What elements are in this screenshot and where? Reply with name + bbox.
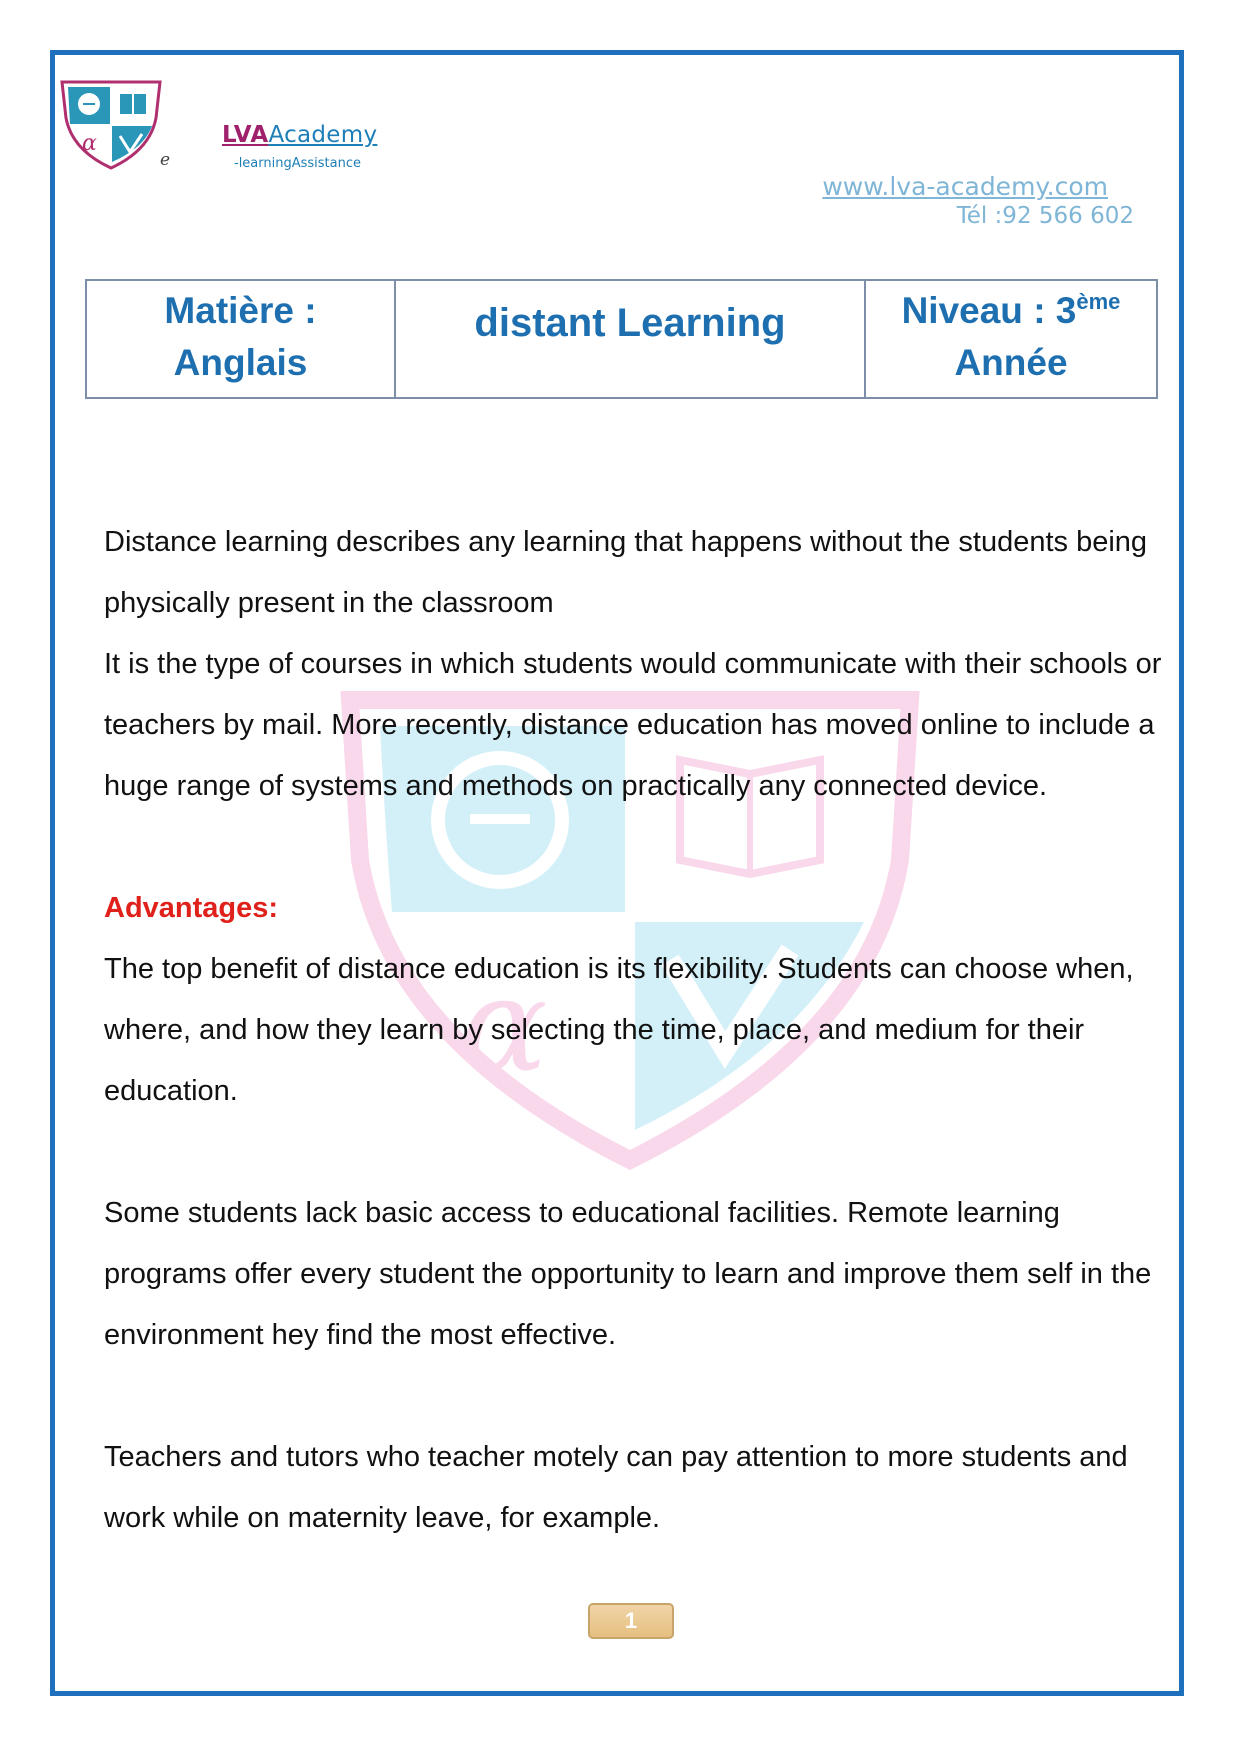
level-superscript: ème [1076, 289, 1121, 314]
intro-paragraph-2: It is the type of courses in which students would communicate with their schools or teachers by mail. More recently, distance education has moved online to include a huge range of systems and methods on practically any connected device. [104, 648, 1162, 802]
website-link[interactable]: www.lva-academy.com [822, 172, 1108, 201]
brand-name[interactable] [222, 122, 377, 148]
svg-text:α: α [82, 131, 97, 156]
lva-academy-logo-icon [58, 78, 164, 170]
intro-paragraph-1: Distance learning describes any learning that happens without the students being physically present in the classroom [104, 526, 1148, 619]
advantage-paragraph-2: Some students lack basic access to educational facilities. Remote learning programs offer every student the opportunity to learn and improve them self in the environment hey find the most effective. [104, 1197, 1152, 1351]
advantage-paragraph-1: The top benefit of distance education is its flexibility. Students can choose when, where, and how they learn by selecting the time, place, and medium for their education. [104, 953, 1134, 1107]
brand-academy: Academy [268, 122, 378, 148]
subject-label: Matière : [164, 290, 317, 331]
advantages-heading: Advantages: [104, 892, 279, 924]
title-table [85, 279, 1158, 399]
svg-text:α: α [460, 949, 548, 1101]
level-prefix: Niveau : 3 [901, 290, 1077, 331]
subject-value: Anglais [173, 342, 308, 383]
brand-lva: LVA [222, 122, 269, 148]
logo-letter: e [160, 150, 171, 170]
level-cell [866, 281, 1156, 397]
page-number-badge: 1 [588, 1603, 674, 1639]
subject-cell [87, 281, 396, 397]
level-label [866, 285, 1156, 337]
document-body [104, 512, 1164, 1549]
document-title: distant Learning [474, 301, 786, 345]
phone-number: Tél :92 566 602 [956, 203, 1134, 229]
level-year: Année [954, 342, 1068, 383]
advantage-paragraph-3: Teachers and tutors who teacher motely can pay attention to more students and work while on maternity leave, for example. [104, 1441, 1128, 1534]
title-cell [396, 281, 866, 397]
brand-tagline: -learningAssistance [234, 156, 361, 171]
